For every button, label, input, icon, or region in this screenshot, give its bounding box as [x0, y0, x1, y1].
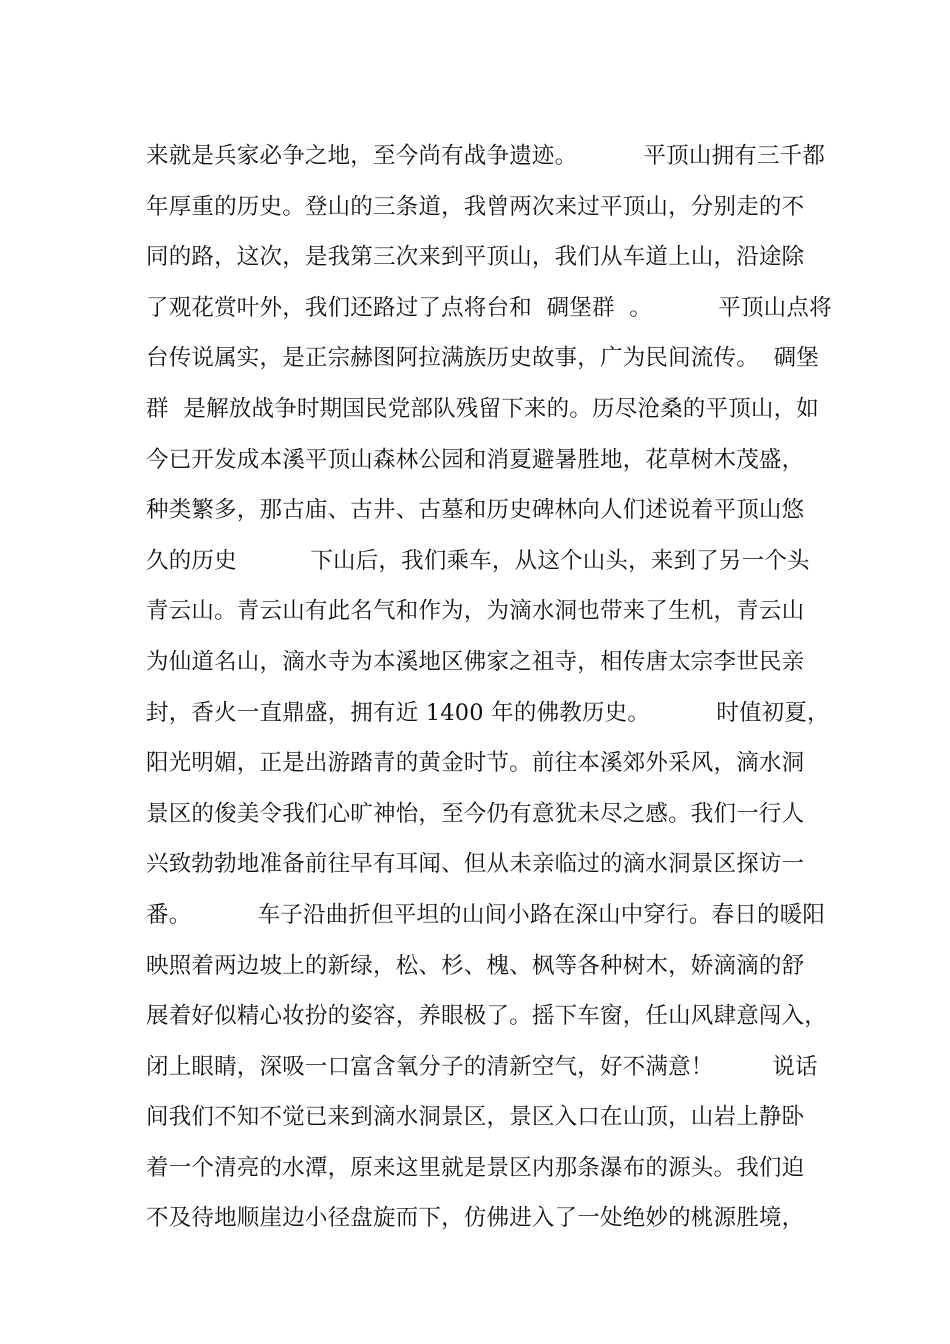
text-line: 兴致勃勃地准备前往早有耳闻、但从未亲临过的滴水洞景区探访一 [146, 851, 805, 878]
text-line: 展着好似精心妆扮的姿容，养眼极了。摇下车窗，任山风肆意闯入， [146, 1003, 828, 1030]
text-line: 着一个清亮的水潭，原来这里就是景区内那条瀑布的源头。我们迫 [146, 1154, 805, 1181]
text-line: 群 是解放战争时期国民党部队残留下来的。历尽沧桑的平顶山，如 [146, 395, 820, 422]
text-line: 封，香火一直鼎盛，拥有近 1400 年的佛教历史。 时值初夏， [146, 699, 830, 726]
text-line: 景区的俊美令我们心旷神怡，至今仍有意犹未尽之感。我们一行人 [146, 800, 805, 827]
text-line: 年厚重的历史。登山的三条道，我曾两次来过平顶山，分别走的不 [146, 193, 805, 220]
text-line: 同的路，这次，是我第三次来到平顶山，我们从车道上山，沿途除 [146, 244, 805, 271]
text-line: 间我们不知不觉已来到滴水洞景区，景区入口在山顶，山岩上静卧 [146, 1104, 805, 1131]
text-line: 不及待地顺崖边小径盘旋而下，仿佛进入了一处绝妙的桃源胜境， [146, 1205, 805, 1232]
text-line: 番。 车子沿曲折但平坦的山间小路在深山中穿行。春日的暖阳 [146, 901, 826, 928]
body-text [146, 131, 832, 1244]
text-line: 久的历史 下山后，我们乘车，从这个山头，来到了另一个头 [146, 547, 810, 574]
text-line: 映照着两边坡上的新绿，松、杉、槐、枫等各种树木，娇滴滴的舒 [146, 952, 805, 979]
text-line: 阳光明媚，正是出游踏青的黄金时节。前往本溪郊外采风，滴水洞 [146, 750, 805, 777]
text-line: 闭上眼睛，深吸一口富含氧分子的清新空气，好不满意！ 说话 [146, 1053, 818, 1080]
text-line: 来就是兵家必争之地，至今尚有战争遗迹。 平顶山拥有三千都 [146, 143, 826, 169]
text-line: 青云山。青云山有此名气和作为，为滴水洞也带来了生机，青云山 [146, 598, 805, 625]
text-line: 种类繁多，那古庙、古井、古墓和历史碑林向人们述说着平顶山悠 [146, 497, 805, 524]
text-line: 今已开发成本溪平顶山森林公园和消夏避暑胜地，花草树木茂盛， [146, 446, 805, 473]
text-line: 为仙道名山，滴水寺为本溪地区佛家之祖寺，相传唐太宗李世民亲 [146, 648, 805, 675]
text-line: 台传说属实，是正宗赫图阿拉满族历史故事，广为民间流传。 碉堡 [146, 345, 820, 372]
text-line: 了观花赏叶外，我们还路过了点将台和 碉堡群 。 平顶山点将 [146, 294, 832, 321]
